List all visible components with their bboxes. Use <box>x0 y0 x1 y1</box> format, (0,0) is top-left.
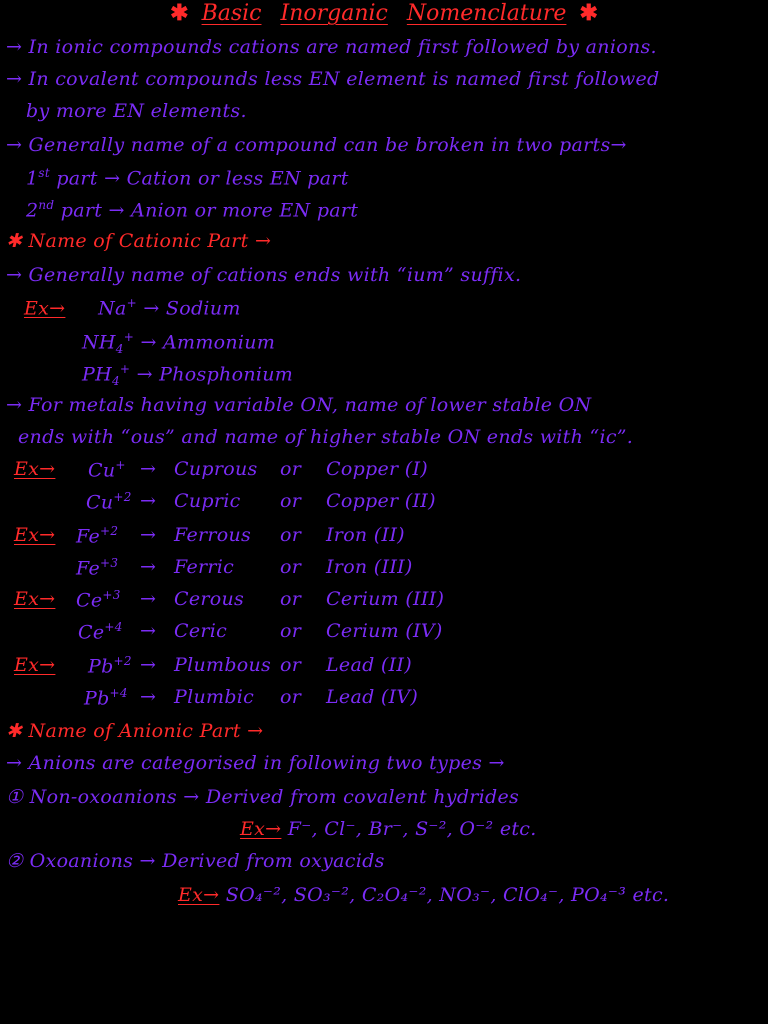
ordinal-suffix: st <box>38 166 50 180</box>
metal-charge: +2 <box>113 654 132 668</box>
ous-ic-name: Plumbic <box>174 686 255 708</box>
cationic-heading: ✱ Name of Cationic Part → <box>6 230 272 252</box>
metal-symbol <box>84 686 128 709</box>
metal-symbol-text: Cu <box>86 491 114 514</box>
systematic-name: Iron (II) <box>326 524 405 546</box>
anion-type-1: ① Non-oxoanions → Derived from covalent hydrides <box>6 786 520 808</box>
cation-name: → Ammonium <box>140 331 276 354</box>
metal-charge: +2 <box>100 524 119 538</box>
metal-symbol-text: Pb <box>84 687 110 710</box>
systematic-name: Iron (III) <box>326 556 413 578</box>
intro-line-4: → Generally name of a compound can be broken in two parts→ <box>6 134 627 156</box>
metal-charge: + <box>115 458 126 472</box>
example-row-sodium <box>24 296 241 319</box>
intro-line-1: → In ionic compounds cations are named first followed by anions. <box>6 36 657 58</box>
cation-rule-2a: → For metals having variable ON, name of lower stable ON <box>6 394 592 416</box>
ous-ic-name: Ferric <box>174 556 235 578</box>
cation-name: → Sodium <box>143 297 241 320</box>
systematic-name: Copper (I) <box>326 458 428 480</box>
part-description: part → Cation or less EN part <box>49 167 349 190</box>
metal-charge: +3 <box>102 588 121 602</box>
formula-charge: + <box>123 330 135 344</box>
ordinal-number: 2 <box>26 199 39 222</box>
ous-ic-name: Ferrous <box>174 524 252 546</box>
example-label: Ex→ <box>14 458 56 480</box>
systematic-name: Lead (IV) <box>326 686 419 708</box>
example-label: Ex→ <box>14 524 56 546</box>
anion-list: F⁻, Cl⁻, Br⁻, S⁻², O⁻² etc. <box>287 818 537 840</box>
systematic-name: Lead (II) <box>326 654 412 676</box>
anion-type-2-examples <box>178 884 669 906</box>
title-word-3: Nomenclature <box>406 1 567 26</box>
or-word: or <box>280 524 302 546</box>
arrow-icon: → <box>140 490 157 512</box>
or-word: or <box>280 490 302 512</box>
metal-charge: +3 <box>100 556 119 570</box>
ous-ic-name: Cupric <box>174 490 241 512</box>
page-title <box>0 0 768 26</box>
metal-symbol-text: Ce <box>76 589 103 612</box>
formula-charge: + <box>119 362 131 376</box>
ous-ic-name: Cuprous <box>174 458 258 480</box>
metal-symbol-text: Cu <box>88 459 116 482</box>
systematic-name: Cerium (IV) <box>326 620 443 642</box>
formula-symbol: PH <box>82 363 112 386</box>
formula-subscript: 4 <box>115 342 124 357</box>
metal-charge: +4 <box>104 620 123 634</box>
arrow-icon: → <box>140 524 157 546</box>
formula-charge: + <box>126 296 138 310</box>
title-word-2: Inorganic <box>280 1 388 26</box>
ous-ic-name: Cerous <box>174 588 245 610</box>
example-row-phosphonium <box>82 362 293 388</box>
metal-symbol-text: Pb <box>88 655 114 678</box>
arrow-icon: → <box>140 686 157 708</box>
arrow-icon: → <box>140 654 157 676</box>
intro-line-2: → In covalent compounds less EN element is named first followed <box>6 68 660 90</box>
arrow-icon: → <box>140 458 157 480</box>
or-word: or <box>280 686 302 708</box>
metal-symbol-text: Fe <box>76 557 100 580</box>
example-label: Ex→ <box>24 297 66 320</box>
ous-ic-name: Ceric <box>174 620 228 642</box>
or-word: or <box>280 620 302 642</box>
metal-symbol-text: Fe <box>76 525 100 548</box>
formula-subscript: 4 <box>111 374 120 389</box>
or-word: or <box>280 556 302 578</box>
anion-list: SO₄⁻², SO₃⁻², C₂O₄⁻², NO₃⁻, ClO₄⁻, PO₄⁻³ etc. <box>225 884 670 906</box>
metal-symbol <box>76 556 118 579</box>
anionic-heading: ✱ Name of Anionic Part → <box>6 720 264 742</box>
metal-symbol <box>76 524 118 547</box>
anion-rule: → Anions are categorised in following two types → <box>6 752 505 774</box>
arrow-icon: → <box>140 556 157 578</box>
systematic-name: Copper (II) <box>326 490 436 512</box>
example-label: Ex→ <box>14 654 56 676</box>
example-row-ammonium <box>82 330 275 356</box>
anion-type-2: ② Oxoanions → Derived from oxyacids <box>6 850 385 872</box>
ordinal-number: 1 <box>26 167 39 190</box>
example-label: Ex→ <box>14 588 56 610</box>
systematic-name: Cerium (III) <box>326 588 445 610</box>
metal-symbol-text: Ce <box>78 621 105 644</box>
anion-type-1-examples <box>240 818 537 840</box>
cation-rule-1: → Generally name of cations ends with “ium” suffix. <box>6 264 522 286</box>
metal-symbol <box>76 588 121 611</box>
cation-name: → Phosphonium <box>136 363 294 386</box>
intro-line-5 <box>26 166 349 189</box>
example-label: Ex→ <box>240 818 282 840</box>
or-word: or <box>280 588 302 610</box>
intro-line-3: by more EN elements. <box>26 100 247 122</box>
arrow-icon: → <box>140 620 157 642</box>
cation-rule-2b: ends with “ous” and name of higher stable ON ends with “ic”. <box>18 426 634 448</box>
ordinal-suffix: nd <box>38 198 55 212</box>
metal-charge: +4 <box>109 686 128 700</box>
metal-symbol <box>88 458 126 481</box>
intro-line-6 <box>26 198 358 221</box>
ous-ic-name: Plumbous <box>174 654 272 676</box>
example-label: Ex→ <box>178 884 220 906</box>
metal-charge: +2 <box>113 490 132 504</box>
part-description: part → Anion or more EN part <box>54 199 359 222</box>
formula-symbol: NH <box>82 331 116 354</box>
title-word-1: Basic <box>201 1 262 26</box>
star-right-icon: ✱ <box>579 0 598 26</box>
metal-symbol <box>88 654 132 677</box>
or-word: or <box>280 458 302 480</box>
arrow-icon: → <box>140 588 157 610</box>
metal-symbol <box>86 490 132 513</box>
star-left-icon: ✱ <box>170 0 189 26</box>
or-word: or <box>280 654 302 676</box>
metal-symbol <box>78 620 123 643</box>
formula-symbol: Na <box>98 297 127 320</box>
